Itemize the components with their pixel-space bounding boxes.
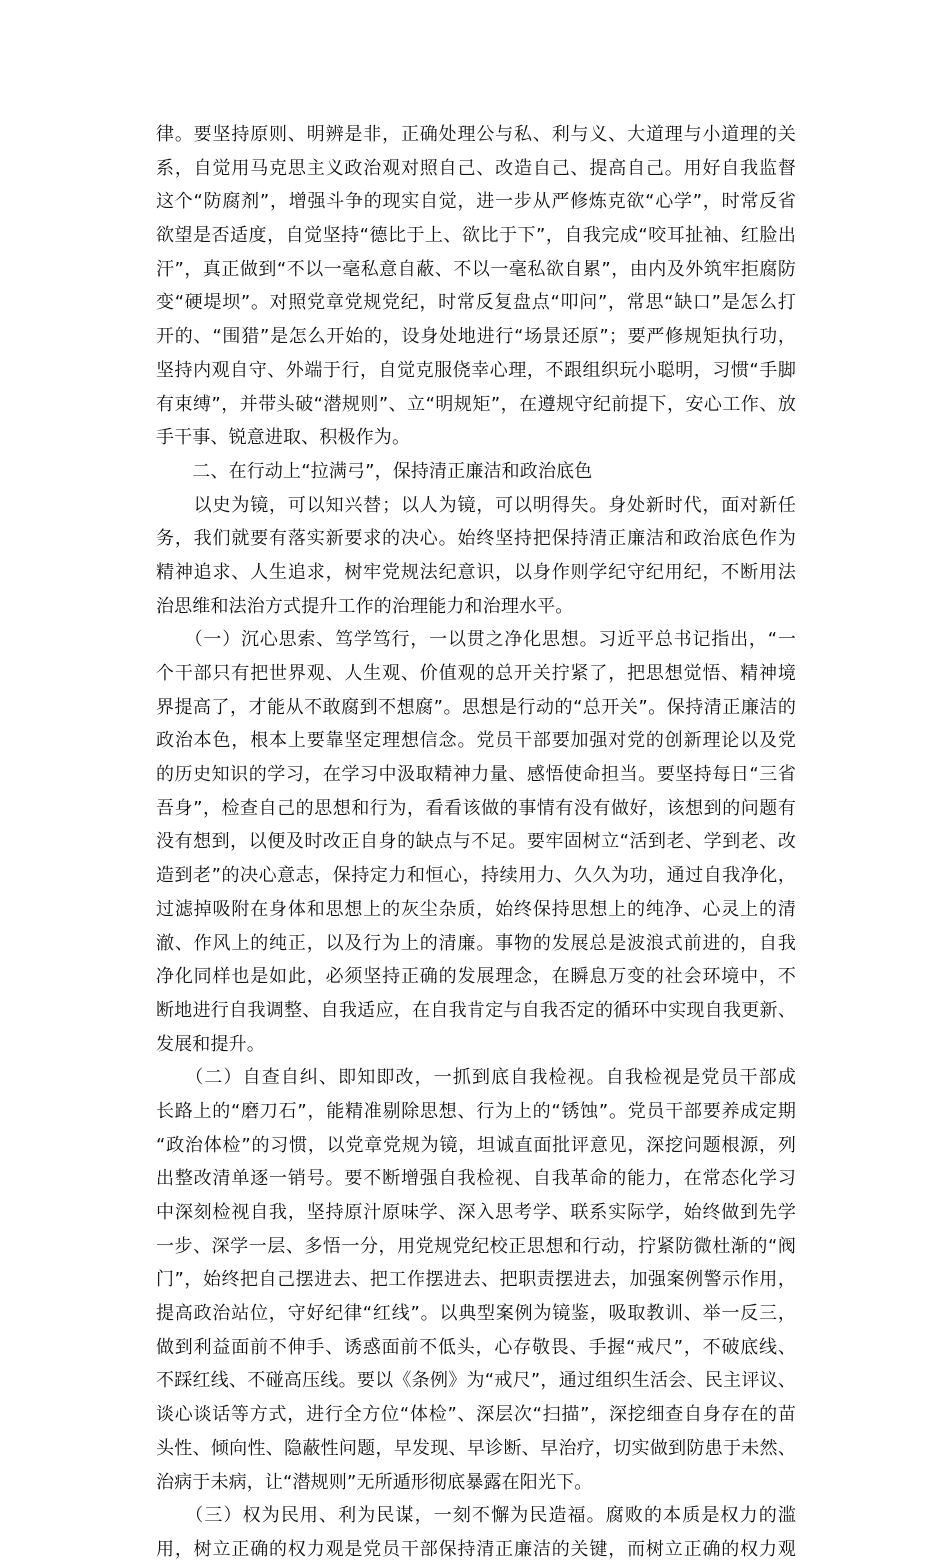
text-line: 没有想到，以便及时改正自身的缺点与不足。要牢固树立“活到老、学到老、改 — [156, 831, 796, 853]
text-line: “政治体检”的习惯，以党章党规为镜，坦诚直面批评意见，深挖问题根源，列 — [156, 1134, 796, 1156]
text-line: 中深刻检视自我，坚持原汁原味学、深入思考学、联系实际学，始终做到先学 — [156, 1202, 796, 1223]
section-heading: 二、在行动上“拉满弓”，保持清正廉洁和政治底色 — [156, 460, 593, 482]
text-line: 变“硬堤坝”。对照党章党规党纪，时常反复盘点“叩问”，常思“缺口”是怎么打 — [156, 292, 796, 314]
text-line: 手干事、锐意进取、积极作为。 — [156, 427, 411, 449]
text-line: 门”，始终把自己摆进去、把工作摆进去、把职责摆进去，加强案例警示作用， — [156, 1269, 796, 1291]
text-line: 一步、深学一层、多悟一分，用党规党纪校正思想和行动，拧紧防微杜渐的“阀 — [156, 1235, 796, 1257]
text-line: （二）自查自纠、即知即改，一抓到底自我检视。自我检视是党员干部成 — [156, 1067, 796, 1089]
text-line: 过滤掉吸附在身体和思想上的灰尘杂质，始终保持思想上的纯净、心灵上的清 — [156, 898, 796, 920]
text-line: 界提高了，才能从不敢腐到不想腐”。思想是行动的“总开关”。保持清正廉洁的 — [156, 696, 796, 718]
text-line: 提高政治站位，守好纪律“红线”。以典型案例为镜鉴，吸取教训、举一反三， — [156, 1303, 796, 1325]
text-line: 做到利益面前不伸手、诱惑面前不低头，心存敬畏、手握“戒尺”，不破底线、 — [156, 1336, 796, 1358]
text-line: 汗”，真正做到“不以一毫私意自蔽、不以一毫私欲自累”，由内及外筑牢拒腐防 — [156, 258, 796, 280]
text-line: 澈、作风上的纯正，以及行为上的清廉。事物的发展总是波浪式前进的，自我 — [156, 932, 796, 954]
text-line: 欲望是否适度，自觉坚持“德比于上、欲比于下”，自我完成“咬耳扯袖、红脸出 — [156, 225, 796, 247]
text-line: 头性、倾向性、隐蔽性问题，早发现、早诊断、早治疗，切实做到防患于未然、 — [156, 1437, 796, 1459]
text-line: 有束缚”，并带头破“潜规则”、立“明规矩”，在遵规守纪前提下，安心工作、放 — [156, 393, 796, 415]
document-body — [156, 118, 796, 1567]
text-line: 个干部只有把世界观、人生观、价值观的总开关拧紧了，把思想觉悟、精神境 — [156, 663, 796, 684]
text-line: 政治本色，根本上要靠坚定理想信念。党员干部要加强对党的创新理论以及党 — [156, 730, 796, 752]
text-line: 精神追求、人生追求，树牢党规法纪意识，以身作则学纪守纪用纪，不断用法 — [156, 561, 796, 583]
text-line: 的历史知识的学习，在学习中汲取精神力量、感悟使命担当。要坚持每日“三省 — [156, 764, 796, 786]
text-line: （三）权为民用、利为民谋，一刻不懈为民造福。腐败的本质是权力的滥 — [156, 1505, 796, 1527]
text-line: 谈心谈话等方式，进行全方位“体检”、深层次“扫描”，深挖细查自身存在的苗 — [156, 1404, 796, 1426]
text-line: 发展和提升。 — [156, 1033, 265, 1055]
text-line: 这个“防腐剂”，增强斗争的现实自觉，进一步从严修炼克欲“心学”，时常反省 — [156, 191, 796, 213]
text-line: 治思维和法治方式提升工作的治理能力和治理水平。 — [156, 595, 574, 617]
text-line: 净化同样也是如此，必须坚持正确的发展理念，在瞬息万变的社会环境中，不 — [156, 966, 796, 988]
text-line: 吾身”，检查自己的思想和行为，看看该做的事情有没有做好，该想到的问题有 — [156, 797, 796, 819]
text-line: 务，我们就要有落实新要求的决心。始终坚持把保持清正廉洁和政治底色作为 — [156, 528, 796, 550]
text-line: 系，自觉用马克思主义政治观对照自己、改造自己、提高自己。用好自我监督 — [156, 157, 796, 179]
text-line: （一）沉心思索、笃学笃行，一以贯之净化思想。习近平总书记指出，“一 — [156, 629, 796, 651]
text-line: 出整改清单逐一销号。要不断增强自我检视、自我革命的能力，在常态化学习 — [156, 1168, 796, 1190]
text-line: 以史为镜，可以知兴替；以人为镜，可以明得失。身处新时代，面对新任 — [156, 494, 796, 516]
text-line: 不踩红线、不碰高压线。要以《条例》为“戒尺”，通过组织生活会、民主评议、 — [156, 1370, 796, 1392]
text-line: 治病于未病，让“潜规则”无所遁形彻底暴露在阳光下。 — [156, 1471, 593, 1493]
text-line: 用，树立正确的权力观是党员干部保持清正廉洁的关键，而树立正确的权力观 — [156, 1538, 796, 1560]
text-line: 长路上的“磨刀石”，能精准剔除思想、行为上的“锈蚀”。党员干部要养成定期 — [156, 1100, 796, 1122]
text-line: 律。要坚持原则、明辨是非，正确处理公与私、利与义、大道理与小道理的关 — [156, 124, 796, 145]
text-line: 断地进行自我调整、自我适应，在自我肯定与自我否定的循环中实现自我更新、 — [156, 999, 796, 1021]
text-line: 开的、“围猎”是怎么开始的，设身处地进行“场景还原”；要严修规矩执行功， — [156, 326, 796, 348]
text-line: 坚持内观自守、外端于行，自觉克服侥幸心理，不跟组织玩小聪明，习惯“手脚 — [156, 359, 796, 381]
text-line: 造到老”的决心意志，保持定力和恒心，持续用力、久久为功，通过自我净化， — [156, 865, 796, 887]
